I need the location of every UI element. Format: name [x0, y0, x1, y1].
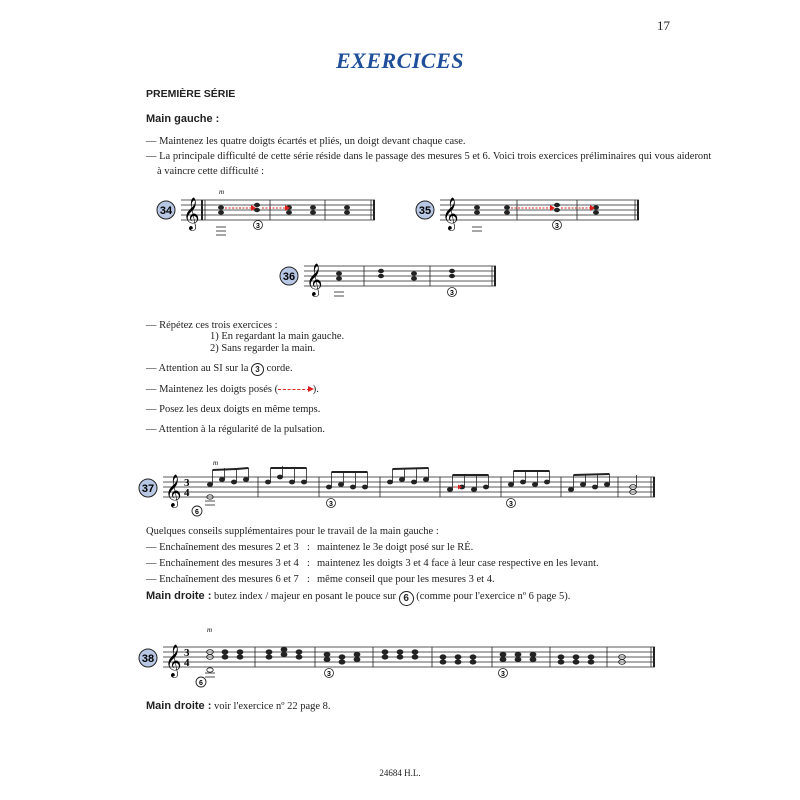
svg-text:6: 6 [195, 509, 199, 516]
series-heading: PREMIÈRE SÉRIE [146, 88, 236, 100]
treble-clef-icon: 𝄞 [306, 263, 323, 296]
fingering-label: m [213, 459, 219, 467]
attention-si-line [146, 361, 293, 376]
measure-7-chords [558, 655, 594, 664]
measure-3-notes [326, 472, 367, 489]
right-hand-heading: Main droite : [146, 590, 212, 602]
fingering-label: m [219, 188, 225, 196]
intro-line-1: — Maintenez les quatre doigts écartés et pliés, un doigt devant chaque case. [146, 136, 466, 147]
measure-6-notes [508, 471, 549, 487]
exercise-number: 34 [159, 205, 173, 217]
measure-2-notes [265, 466, 306, 484]
advice-intro: Quelques conseils supplémentaires pour le travail de la main gauche : [146, 526, 439, 537]
right-hand-line-2 [146, 699, 331, 714]
right-hand-line-1 [146, 589, 570, 606]
measure-1-notes [207, 468, 249, 499]
repeat-step-1: 1) En regardant la main gauche. [210, 331, 345, 342]
svg-text:3: 3 [555, 223, 559, 230]
advice-measures-6-7: — Enchaînement des mesures 6 et 7 [146, 574, 299, 585]
advice-sep: : [307, 574, 310, 585]
svg-text:4: 4 [184, 657, 190, 669]
measure-8-chords [619, 655, 626, 665]
svg-text:3: 3 [501, 671, 505, 678]
svg-text:4: 4 [184, 487, 190, 499]
measure-1-chords [207, 650, 243, 673]
exercise-35-staff [414, 185, 644, 245]
exercise-34-staff [155, 185, 385, 245]
string-6-circle: 6 [399, 591, 414, 606]
right-hand-text: butez index / majeur en posant le pouce sur [214, 591, 396, 602]
advice-sep: : [307, 542, 310, 553]
svg-text:3: 3 [184, 477, 190, 489]
keep-fingers-text: — Maintenez les doigts posés ( [146, 384, 279, 395]
intro-line-2: — La principale difficulté de cette série réside dans le passage des mesures 5 et 6. Voici trois exercices préliminaires qui vous aideront [146, 151, 712, 162]
left-hand-heading: Main gauche : [146, 113, 220, 125]
advice-sep: : [307, 558, 310, 569]
pulse-line: — Attention à la régularité de la pulsation. [146, 424, 326, 435]
page-number: 17 [657, 18, 670, 33]
page-title: EXERCICES [335, 48, 464, 73]
measure-3-chords [324, 652, 360, 664]
advice-text: maintenez le 3e doigt posé sur le RÉ. [317, 542, 474, 553]
attention-si-suffix: corde. [266, 363, 293, 374]
string-3-circle: 3 [251, 363, 264, 376]
treble-clef-icon: 𝄞 [442, 197, 459, 230]
treble-clef-icon: 𝄞 [165, 644, 182, 677]
svg-text:3: 3 [450, 290, 454, 297]
keep-fingers-line [146, 382, 319, 397]
svg-text:3: 3 [327, 671, 331, 678]
svg-text:3: 3 [184, 647, 190, 659]
attention-si-text: — Attention au SI sur la [146, 363, 249, 374]
exercise-38-staff [137, 623, 667, 688]
measure-5-chords [440, 655, 476, 664]
advice-measures-3-4: — Enchaînement des mesures 3 et 4 [146, 558, 299, 569]
svg-text:3: 3 [509, 501, 513, 508]
repeat-step-2: 2) Sans regarder la main. [210, 343, 316, 354]
treble-clef-icon: 𝄞 [183, 197, 200, 230]
advice-text: même conseil que pour les mesures 3 et 4. [317, 574, 495, 585]
exercise-36-staff [278, 256, 503, 306]
repeat-instruction: — Répétez ces trois exercices : [146, 320, 278, 331]
footer-code: 24684 H.L. [379, 768, 421, 778]
exercise-number: 37 [141, 483, 155, 495]
exercise-number: 36 [282, 271, 296, 283]
svg-text:3: 3 [329, 501, 333, 508]
fingering-label: m [207, 626, 213, 634]
treble-clef-icon: 𝄞 [165, 474, 182, 507]
red-dashed-arrow-icon [278, 389, 310, 390]
exercise-37-staff [137, 455, 667, 520]
right-hand-reference: voir l'exercice nº 22 page 8. [214, 701, 331, 712]
measure-4-chords [382, 650, 418, 659]
exercise-number: 35 [418, 205, 432, 217]
measure-5-notes [447, 475, 488, 492]
measure-8-notes [630, 475, 637, 494]
keep-fingers-suffix: ). [312, 384, 319, 395]
advice-measures-2-3: — Enchaînement des mesures 2 et 3 [146, 542, 299, 553]
right-hand-suffix: (comme pour l'exercice nº 6 page 5). [416, 591, 571, 602]
advice-text: maintenez les doigts 3 et 4 face à leur case respective en les levant. [317, 558, 599, 569]
svg-text:6: 6 [199, 680, 203, 687]
measure-2-chords [266, 647, 302, 659]
svg-text:3: 3 [256, 223, 260, 230]
intro-line-3: à vaincre cette difficulté : [157, 166, 265, 177]
right-hand-heading: Main droite : [146, 700, 212, 712]
exercise-number: 38 [141, 653, 155, 665]
two-fingers-line: — Posez les deux doigts en même temps. [146, 404, 321, 415]
